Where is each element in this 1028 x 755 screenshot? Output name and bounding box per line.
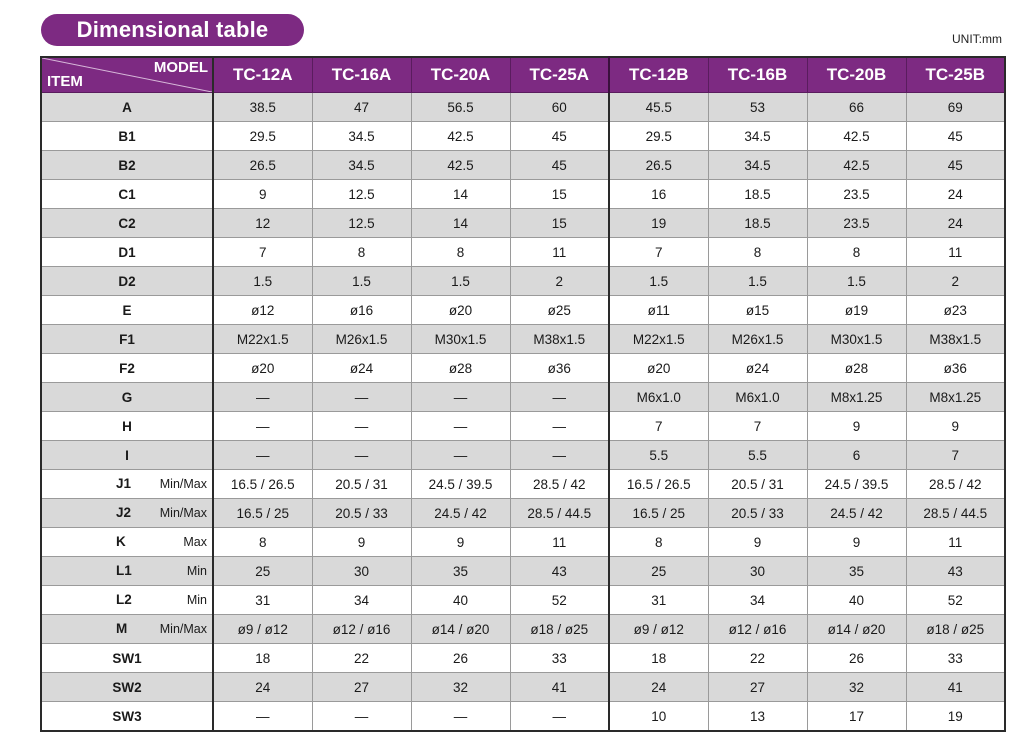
item-cell [41,267,213,296]
value-cell: — [213,412,312,441]
value-cell: 24 [609,673,708,702]
value-cell: 34 [312,586,411,615]
value-cell: M30x1.5 [411,325,510,354]
value-cell: 52 [906,586,1005,615]
value-cell: 26 [411,644,510,673]
table-row [41,325,1005,354]
value-cell: 16.5 / 25 [213,499,312,528]
item-cell [41,151,213,180]
table-row [41,412,1005,441]
item-code: A [122,99,132,115]
table-body [41,93,1005,732]
item-code: H [122,418,132,434]
value-cell: 11 [510,528,609,557]
value-cell: 18.5 [708,209,807,238]
item-cell [41,586,213,615]
value-cell: 38.5 [213,93,312,122]
value-cell: M22x1.5 [213,325,312,354]
model-header: TC-25B [906,57,1005,93]
value-cell: 7 [213,238,312,267]
table-row [41,470,1005,499]
item-code: C2 [118,215,136,231]
value-cell: ø12 [213,296,312,325]
item-cell [41,122,213,151]
value-cell: 41 [510,673,609,702]
item-cell [41,209,213,238]
value-cell: 33 [510,644,609,673]
value-cell: M26x1.5 [312,325,411,354]
value-cell: 9 [906,412,1005,441]
item-cell [41,93,213,122]
value-cell: 28.5 / 44.5 [906,499,1005,528]
value-cell: 42.5 [411,122,510,151]
value-cell: 41 [906,673,1005,702]
value-cell: 8 [213,528,312,557]
value-cell: ø9 / ø12 [213,615,312,644]
item-cell [41,615,213,644]
value-cell: 24 [213,673,312,702]
value-cell: ø20 [609,354,708,383]
value-cell: 1.5 [411,267,510,296]
value-cell: 25 [609,557,708,586]
value-cell: ø14 / ø20 [411,615,510,644]
value-cell: 12.5 [312,209,411,238]
value-cell: 12 [213,209,312,238]
value-cell: 24.5 / 42 [411,499,510,528]
value-cell: 22 [312,644,411,673]
value-cell: 27 [312,673,411,702]
value-cell: 69 [906,93,1005,122]
value-cell: M8x1.25 [807,383,906,412]
value-cell: 42.5 [411,151,510,180]
value-cell: 34.5 [312,122,411,151]
value-cell: 29.5 [609,122,708,151]
value-cell: 16.5 / 25 [609,499,708,528]
value-cell: 66 [807,93,906,122]
value-cell: ø28 [411,354,510,383]
value-cell: 60 [510,93,609,122]
value-cell: 23.5 [807,180,906,209]
value-cell: ø11 [609,296,708,325]
value-cell: 24 [906,209,1005,238]
value-cell: 11 [906,238,1005,267]
item-code: E [122,302,132,318]
value-cell: — [510,441,609,470]
value-cell: — [411,383,510,412]
value-cell: 28.5 / 42 [510,470,609,499]
item-cell [41,528,213,557]
item-cell [41,499,213,528]
value-cell: 8 [312,238,411,267]
item-code: D1 [118,244,136,260]
value-cell: ø18 / ø25 [906,615,1005,644]
dimensional-table [40,56,1006,732]
table-row [41,238,1005,267]
value-cell: 31 [213,586,312,615]
item-code: G [121,389,133,405]
value-cell: M8x1.25 [906,383,1005,412]
value-cell: M30x1.5 [807,325,906,354]
value-cell: M38x1.5 [906,325,1005,354]
item-cell [41,441,213,470]
value-cell: 42.5 [807,151,906,180]
item-code: SW3 [112,708,142,724]
value-cell: 18 [609,644,708,673]
value-cell: ø24 [312,354,411,383]
value-cell: 45 [906,151,1005,180]
value-cell: ø28 [807,354,906,383]
item-cell [41,238,213,267]
corner-header-cell [41,57,213,93]
item-qualifier: Min/Max [159,622,207,636]
model-label: MODEL [153,59,208,76]
value-cell: 26.5 [213,151,312,180]
value-cell: ø20 [411,296,510,325]
value-cell: — [312,702,411,732]
page-title: Dimensional table [41,14,304,46]
table-row [41,209,1005,238]
value-cell: 34.5 [708,151,807,180]
value-cell: 35 [807,557,906,586]
value-cell: 19 [609,209,708,238]
item-qualifier: Max [183,535,207,549]
value-cell: 47 [312,93,411,122]
value-cell: ø12 / ø16 [312,615,411,644]
value-cell: ø25 [510,296,609,325]
value-cell: 20.5 / 31 [312,470,411,499]
value-cell: M6x1.0 [609,383,708,412]
item-cell [41,702,213,732]
value-cell: 24 [906,180,1005,209]
value-cell: — [213,383,312,412]
value-cell: 27 [708,673,807,702]
value-cell: 1.5 [708,267,807,296]
value-cell: — [312,412,411,441]
model-header: TC-12A [213,57,312,93]
value-cell: 8 [411,238,510,267]
value-cell: 28.5 / 44.5 [510,499,609,528]
value-cell: 25 [213,557,312,586]
value-cell: — [411,441,510,470]
value-cell: 24.5 / 39.5 [807,470,906,499]
table-row [41,499,1005,528]
value-cell: 14 [411,209,510,238]
value-cell: 24.5 / 39.5 [411,470,510,499]
value-cell: — [510,412,609,441]
value-cell: 14 [411,180,510,209]
value-cell: 20.5 / 33 [312,499,411,528]
table-row [41,122,1005,151]
value-cell: 2 [510,267,609,296]
value-cell: 26 [807,644,906,673]
value-cell: 15 [510,180,609,209]
value-cell: ø19 [807,296,906,325]
value-cell: 1.5 [213,267,312,296]
item-cell [41,673,213,702]
value-cell: 9 [807,412,906,441]
value-cell: 9 [411,528,510,557]
item-code: L1 [116,563,132,578]
item-code: M [116,621,128,636]
item-qualifier: Min [186,564,207,578]
table-row [41,354,1005,383]
value-cell: 53 [708,93,807,122]
value-cell: 31 [609,586,708,615]
value-cell: — [312,383,411,412]
value-cell: — [411,412,510,441]
item-code: F2 [119,360,135,376]
value-cell: M6x1.0 [708,383,807,412]
value-cell: — [213,441,312,470]
value-cell: 7 [906,441,1005,470]
value-cell: 1.5 [312,267,411,296]
model-header: TC-16B [708,57,807,93]
table-row [41,702,1005,732]
item-cell [41,354,213,383]
value-cell: 18.5 [708,180,807,209]
value-cell: 34.5 [312,151,411,180]
value-cell: 43 [906,557,1005,586]
value-cell: 40 [807,586,906,615]
table-row [41,528,1005,557]
value-cell: 40 [411,586,510,615]
value-cell: 7 [708,412,807,441]
value-cell: M26x1.5 [708,325,807,354]
value-cell: 6 [807,441,906,470]
model-header: TC-12B [609,57,708,93]
value-cell: ø36 [906,354,1005,383]
value-cell: 17 [807,702,906,732]
value-cell: ø16 [312,296,411,325]
value-cell: — [213,702,312,732]
value-cell: 16 [609,180,708,209]
table-row [41,644,1005,673]
item-cell [41,470,213,499]
value-cell: 43 [510,557,609,586]
unit-label: UNIT:mm [952,32,1002,46]
value-cell: 20.5 / 31 [708,470,807,499]
value-cell: 12.5 [312,180,411,209]
value-cell: ø9 / ø12 [609,615,708,644]
value-cell: 10 [609,702,708,732]
item-code: F1 [119,331,135,347]
item-code: B1 [118,128,136,144]
value-cell: M22x1.5 [609,325,708,354]
value-cell: 29.5 [213,122,312,151]
item-code: C1 [118,186,136,202]
value-cell: 11 [510,238,609,267]
value-cell: 32 [807,673,906,702]
table-row [41,180,1005,209]
value-cell: — [411,702,510,732]
item-cell [41,325,213,354]
value-cell: 7 [609,412,708,441]
value-cell: — [510,383,609,412]
value-cell: ø23 [906,296,1005,325]
value-cell: 45 [510,151,609,180]
value-cell: 28.5 / 42 [906,470,1005,499]
item-cell [41,412,213,441]
item-cell [41,644,213,673]
item-qualifier: Min/Max [159,506,207,520]
value-cell: 52 [510,586,609,615]
value-cell: 42.5 [807,122,906,151]
value-cell: 9 [807,528,906,557]
item-code: SW2 [112,679,142,695]
value-cell: 32 [411,673,510,702]
item-label: ITEM [47,73,83,90]
model-header: TC-20A [411,57,510,93]
value-cell: 24.5 / 42 [807,499,906,528]
item-code: J1 [116,476,132,491]
value-cell: — [312,441,411,470]
table-row [41,586,1005,615]
value-cell: 5.5 [708,441,807,470]
value-cell: 34.5 [708,122,807,151]
value-cell: 30 [312,557,411,586]
value-cell: — [510,702,609,732]
item-cell [41,557,213,586]
value-cell: 18 [213,644,312,673]
value-cell: 8 [708,238,807,267]
value-cell: ø14 / ø20 [807,615,906,644]
value-cell: ø15 [708,296,807,325]
value-cell: 20.5 / 33 [708,499,807,528]
value-cell: 56.5 [411,93,510,122]
value-cell: M38x1.5 [510,325,609,354]
value-cell: 45 [510,122,609,151]
item-code: D2 [118,273,136,289]
table-row [41,267,1005,296]
header-row [41,57,1005,93]
value-cell: 1.5 [807,267,906,296]
value-cell: ø20 [213,354,312,383]
item-code: SW1 [112,650,142,666]
item-code: J2 [116,505,132,520]
item-cell [41,383,213,412]
item-code: B2 [118,157,136,173]
value-cell: 23.5 [807,209,906,238]
model-header: TC-25A [510,57,609,93]
value-cell: 19 [906,702,1005,732]
item-qualifier: Min/Max [159,477,207,491]
table-row [41,615,1005,644]
item-cell [41,180,213,209]
value-cell: 9 [312,528,411,557]
value-cell: 45 [906,122,1005,151]
model-header: TC-16A [312,57,411,93]
value-cell: 26.5 [609,151,708,180]
value-cell: ø18 / ø25 [510,615,609,644]
item-code: I [125,447,129,463]
table-row [41,383,1005,412]
table-row [41,296,1005,325]
value-cell: ø36 [510,354,609,383]
value-cell: 16.5 / 26.5 [213,470,312,499]
value-cell: 2 [906,267,1005,296]
value-cell: 5.5 [609,441,708,470]
value-cell: 16.5 / 26.5 [609,470,708,499]
value-cell: 13 [708,702,807,732]
table-row [41,93,1005,122]
value-cell: ø12 / ø16 [708,615,807,644]
item-qualifier: Min [186,593,207,607]
value-cell: 8 [807,238,906,267]
item-code: L2 [116,592,132,607]
value-cell: 22 [708,644,807,673]
table-row [41,557,1005,586]
table-row [41,441,1005,470]
item-code: K [116,534,126,549]
value-cell: 45.5 [609,93,708,122]
value-cell: 33 [906,644,1005,673]
model-header: TC-20B [807,57,906,93]
value-cell: 9 [708,528,807,557]
value-cell: 15 [510,209,609,238]
value-cell: 35 [411,557,510,586]
value-cell: 8 [609,528,708,557]
value-cell: 11 [906,528,1005,557]
table-row [41,673,1005,702]
value-cell: 34 [708,586,807,615]
value-cell: 9 [213,180,312,209]
item-cell [41,296,213,325]
value-cell: ø24 [708,354,807,383]
value-cell: 7 [609,238,708,267]
value-cell: 1.5 [609,267,708,296]
table-row [41,151,1005,180]
value-cell: 30 [708,557,807,586]
